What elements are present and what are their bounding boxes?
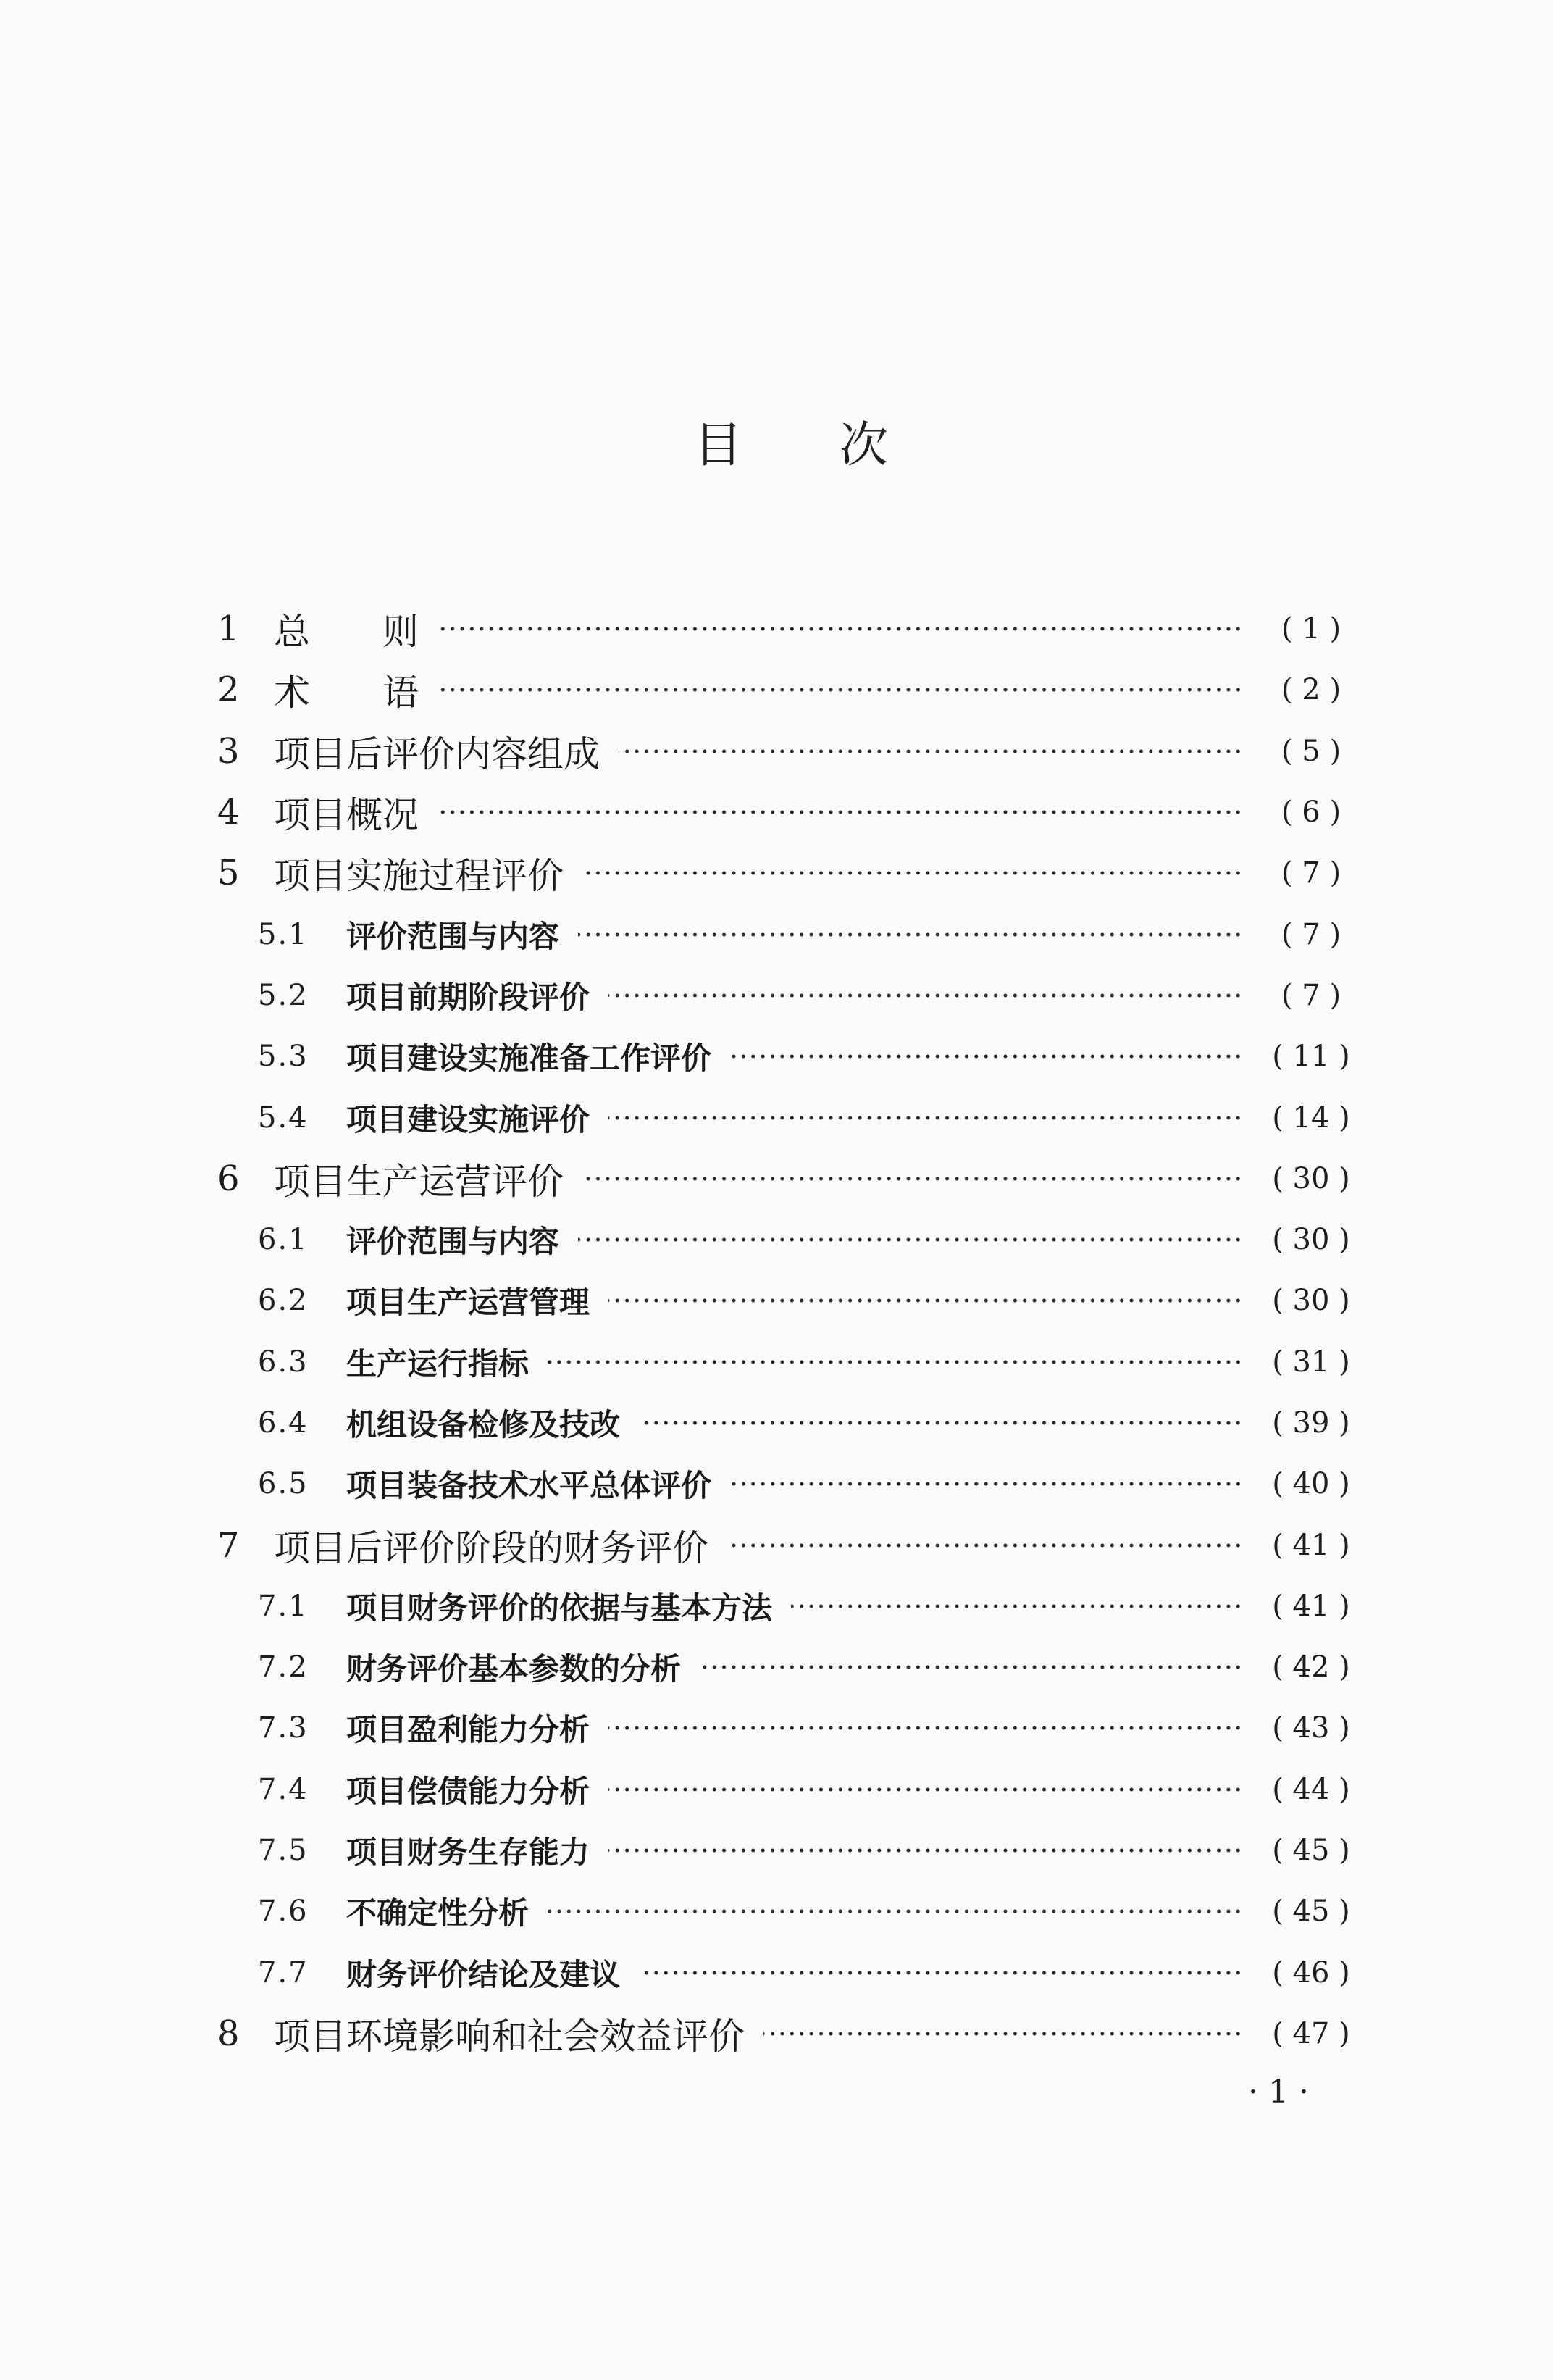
- toc-section-entry[interactable]: [217, 782, 1355, 843]
- toc-entry-title: 项目后评价内容组成: [274, 732, 600, 775]
- toc-entry-number: 7.1: [258, 1589, 309, 1623]
- toc-subsection-entry[interactable]: [217, 1087, 1355, 1148]
- dot-leader: [639, 1419, 1243, 1427]
- table-of-contents: [217, 598, 1355, 2064]
- toc-entry-number: 5.1: [258, 917, 309, 951]
- toc-entry-page: ( 31 ): [1272, 1345, 1350, 1379]
- dot-leader: [548, 1907, 1243, 1916]
- toc-entry-title: 项目环境影响和社会效益评价: [274, 2015, 745, 2058]
- toc-entry-title: 项目生产运营管理: [346, 1285, 590, 1321]
- toc-entry-page: ( 14 ): [1272, 1101, 1350, 1135]
- toc-entry-number: 7.7: [258, 1955, 309, 1989]
- toc-entry-title: 项目实施过程评价: [274, 855, 564, 898]
- toc-entry-title: 项目偿债能力分析: [346, 1773, 590, 1809]
- toc-entry-number: 5.4: [258, 1101, 309, 1135]
- toc-entry-title: 项目财务评价的依据与基本方法: [346, 1590, 773, 1626]
- toc-entry-title: 术 语: [274, 672, 419, 714]
- toc-entry-page: ( 40 ): [1272, 1467, 1350, 1501]
- toc-subsection-entry[interactable]: [217, 1332, 1355, 1392]
- toc-subsection-entry[interactable]: [217, 965, 1355, 1026]
- toc-entry-title: 项目建设实施准备工作评价: [346, 1040, 712, 1077]
- toc-entry-title: 评价范围与内容: [346, 1224, 560, 1260]
- toc-entry-number: 5: [217, 853, 240, 894]
- toc-entry-number: 2: [217, 669, 240, 711]
- dot-leader: [608, 1785, 1243, 1794]
- toc-entry-page: ( 7 ): [1281, 917, 1341, 951]
- toc-entry-page: ( 47 ): [1272, 2016, 1350, 2050]
- page-title: 目 次: [694, 417, 888, 473]
- toc-entry-page: ( 41 ): [1272, 1589, 1350, 1623]
- toc-section-entry[interactable]: [217, 843, 1355, 903]
- toc-entry-number: 6.1: [258, 1223, 309, 1257]
- toc-entry-page: ( 44 ): [1272, 1772, 1350, 1806]
- toc-entry-number: 7.3: [258, 1711, 309, 1745]
- toc-entry-title: 项目装备技术水平总体评价: [346, 1468, 712, 1504]
- toc-entry-page: ( 2 ): [1281, 673, 1341, 707]
- toc-entry-title: 项目概况: [274, 794, 419, 837]
- toc-entry-title: 不确定性分析: [346, 1895, 529, 1932]
- toc-entry-page: ( 39 ): [1272, 1406, 1350, 1440]
- dot-leader: [608, 991, 1243, 1000]
- toc-entry-page: ( 46 ): [1272, 1955, 1350, 1989]
- toc-entry-title: 总 则: [274, 611, 419, 654]
- toc-entry-title: 机组设备检修及技改: [346, 1407, 621, 1442]
- dot-leader: [727, 1541, 1243, 1550]
- dot-leader: [582, 1174, 1243, 1183]
- dot-leader: [639, 1968, 1243, 1977]
- toc-section-entry[interactable]: [217, 721, 1355, 782]
- toc-entry-page: ( 43 ): [1272, 1711, 1350, 1745]
- toc-entry-number: 7.4: [258, 1772, 309, 1806]
- toc-entry-page: ( 7 ): [1281, 856, 1341, 890]
- dot-leader: [578, 1235, 1243, 1244]
- dot-leader: [763, 2029, 1243, 2038]
- toc-entry-title: 项目生产运营评价: [274, 1160, 564, 1203]
- toc-entry-title: 项目盈利能力分析: [346, 1712, 590, 1748]
- toc-subsection-entry[interactable]: [217, 1759, 1355, 1820]
- dot-leader: [730, 1052, 1243, 1061]
- dot-leader: [619, 747, 1243, 756]
- toc-entry-number: 7.2: [258, 1650, 309, 1684]
- toc-entry-page: ( 45 ): [1272, 1895, 1350, 1929]
- toc-entry-number: 5.3: [258, 1040, 309, 1074]
- dot-leader: [791, 1602, 1243, 1611]
- toc-section-entry[interactable]: [217, 1148, 1355, 1209]
- toc-entry-page: ( 42 ): [1272, 1650, 1350, 1684]
- dot-leader: [438, 808, 1243, 817]
- toc-entry-number: 3: [217, 730, 240, 772]
- toc-entry-title: 项目后评价阶段的财务评价: [274, 1527, 708, 1569]
- toc-section-entry[interactable]: [217, 598, 1355, 659]
- toc-entry-title: 项目前期阶段评价: [346, 979, 590, 1015]
- toc-entry-title: 财务评价基本参数的分析: [346, 1651, 682, 1687]
- toc-entry-number: 6.2: [258, 1284, 309, 1318]
- toc-subsection-entry[interactable]: [217, 1942, 1355, 2003]
- toc-entry-page: ( 30 ): [1272, 1284, 1350, 1318]
- dot-leader: [700, 1663, 1243, 1671]
- dot-leader: [608, 1724, 1243, 1732]
- dot-leader: [548, 1358, 1243, 1366]
- toc-subsection-entry[interactable]: [217, 1698, 1355, 1758]
- toc-section-entry[interactable]: [217, 659, 1355, 720]
- toc-subsection-entry[interactable]: [217, 1392, 1355, 1453]
- toc-subsection-entry[interactable]: [217, 903, 1355, 964]
- toc-entry-number: 6.3: [258, 1345, 309, 1379]
- toc-entry-number: 7: [217, 1524, 240, 1566]
- toc-entry-page: ( 7 ): [1281, 978, 1341, 1012]
- toc-entry-page: ( 5 ): [1281, 734, 1341, 768]
- toc-entry-title: 评价范围与内容: [346, 918, 560, 954]
- toc-subsection-entry[interactable]: [217, 1026, 1355, 1087]
- toc-entry-number: 7.5: [258, 1834, 309, 1868]
- toc-entry-number: 5.2: [258, 978, 309, 1012]
- toc-subsection-entry[interactable]: [217, 1270, 1355, 1331]
- toc-subsection-entry[interactable]: [217, 1453, 1355, 1514]
- dot-leader: [608, 1114, 1243, 1122]
- toc-entry-number: 6: [217, 1158, 240, 1199]
- toc-subsection-entry[interactable]: [217, 1881, 1355, 1942]
- dot-leader: [438, 625, 1243, 633]
- toc-entry-page: ( 30 ): [1272, 1161, 1350, 1195]
- toc-entry-number: 1: [217, 609, 240, 650]
- toc-subsection-entry[interactable]: [217, 1576, 1355, 1637]
- toc-entry-number: 4: [217, 792, 240, 833]
- dot-leader: [582, 869, 1243, 877]
- toc-entry-title: 生产运行指标: [346, 1345, 529, 1382]
- toc-subsection-entry[interactable]: [217, 1637, 1355, 1698]
- toc-subsection-entry[interactable]: [217, 1209, 1355, 1270]
- dot-leader: [578, 930, 1243, 939]
- toc-entry-number: 7.6: [258, 1895, 309, 1929]
- toc-entry-number: 6.5: [258, 1467, 309, 1501]
- dot-leader: [438, 685, 1243, 694]
- toc-entry-page: ( 1 ): [1281, 612, 1341, 646]
- page-number: · 1 ·: [1248, 2074, 1309, 2110]
- toc-entry-title: 项目财务生存能力: [346, 1834, 590, 1871]
- toc-entry-title: 项目建设实施评价: [346, 1101, 590, 1137]
- toc-entry-number: 6.4: [258, 1406, 309, 1440]
- dot-leader: [608, 1296, 1243, 1305]
- dot-leader: [608, 1846, 1243, 1855]
- toc-entry-page: ( 6 ): [1281, 796, 1341, 830]
- toc-entry-number: 8: [217, 2013, 240, 2054]
- toc-entry-page: ( 11 ): [1272, 1040, 1350, 1074]
- toc-entry-title: 财务评价结论及建议: [346, 1956, 621, 1992]
- dot-leader: [730, 1479, 1243, 1488]
- toc-entry-page: ( 45 ): [1272, 1834, 1350, 1868]
- toc-entry-page: ( 41 ): [1272, 1528, 1350, 1562]
- toc-section-entry[interactable]: [217, 2003, 1355, 2064]
- toc-subsection-entry[interactable]: [217, 1820, 1355, 1881]
- toc-section-entry[interactable]: [217, 1514, 1355, 1575]
- toc-entry-page: ( 30 ): [1272, 1223, 1350, 1257]
